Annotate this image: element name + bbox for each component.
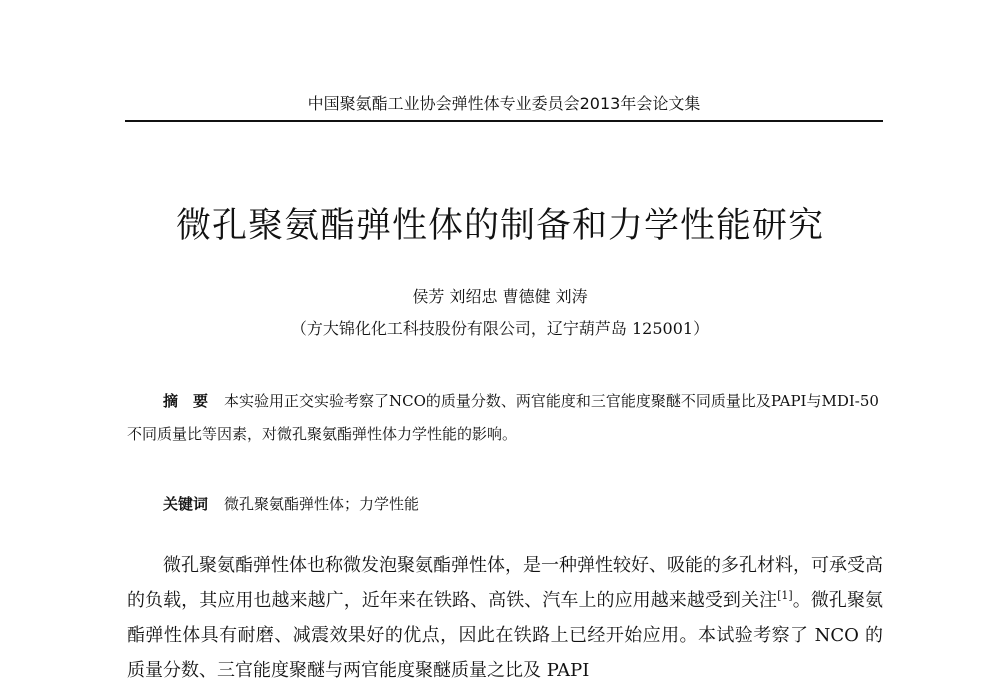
abstract-label: 摘 要: [163, 392, 209, 410]
affiliation: （方大锦化化工科技股份有限公司，辽宁葫芦岛 125001）: [290, 319, 710, 338]
keywords: [127, 489, 883, 519]
paper-title: 微孔聚氨酯弹性体的制备和力学性能研究: [175, 206, 824, 246]
running-header: 中国聚氨酯工业协会弹性体专业委员会2013年会论文集: [307, 94, 701, 113]
body-text-part1: 微孔聚氨酯弹性体也称微发泡聚氨酯弹性体，是一种弹性较好、吸能的多孔材料，可承受高的负载，其应用也越来越广，近年来在铁路、高铁、汽车上的应用越来越受到关注: [127, 555, 883, 611]
citation-ref: [1]: [777, 589, 793, 602]
abstract: [127, 385, 883, 451]
header-rule: [125, 120, 883, 122]
keywords-text: 微孔聚氨酯弹性体；力学性能: [224, 495, 420, 513]
abstract-text: 本实验用正交实验考察了NCO的质量分数、两官能度和三官能度聚醚不同质量比及PAPI与MDI-50不同质量比等因素，对微孔聚氨酯弹性体力学性能的影响。: [127, 392, 879, 443]
body-paragraph: [127, 548, 883, 688]
body-text-part2: 。微孔聚氨酯弹性体具有耐磨、减震效果好的优点，因此在铁路上已经开始应用。本试验考察了 NCO 的质量分数、三官能度聚醚与两官能度聚醚质量之比及 PAPI: [127, 590, 883, 681]
authors: 侯芳 刘绍忠 曹德健 刘涛: [412, 287, 588, 306]
keywords-label: 关键词: [163, 495, 209, 513]
